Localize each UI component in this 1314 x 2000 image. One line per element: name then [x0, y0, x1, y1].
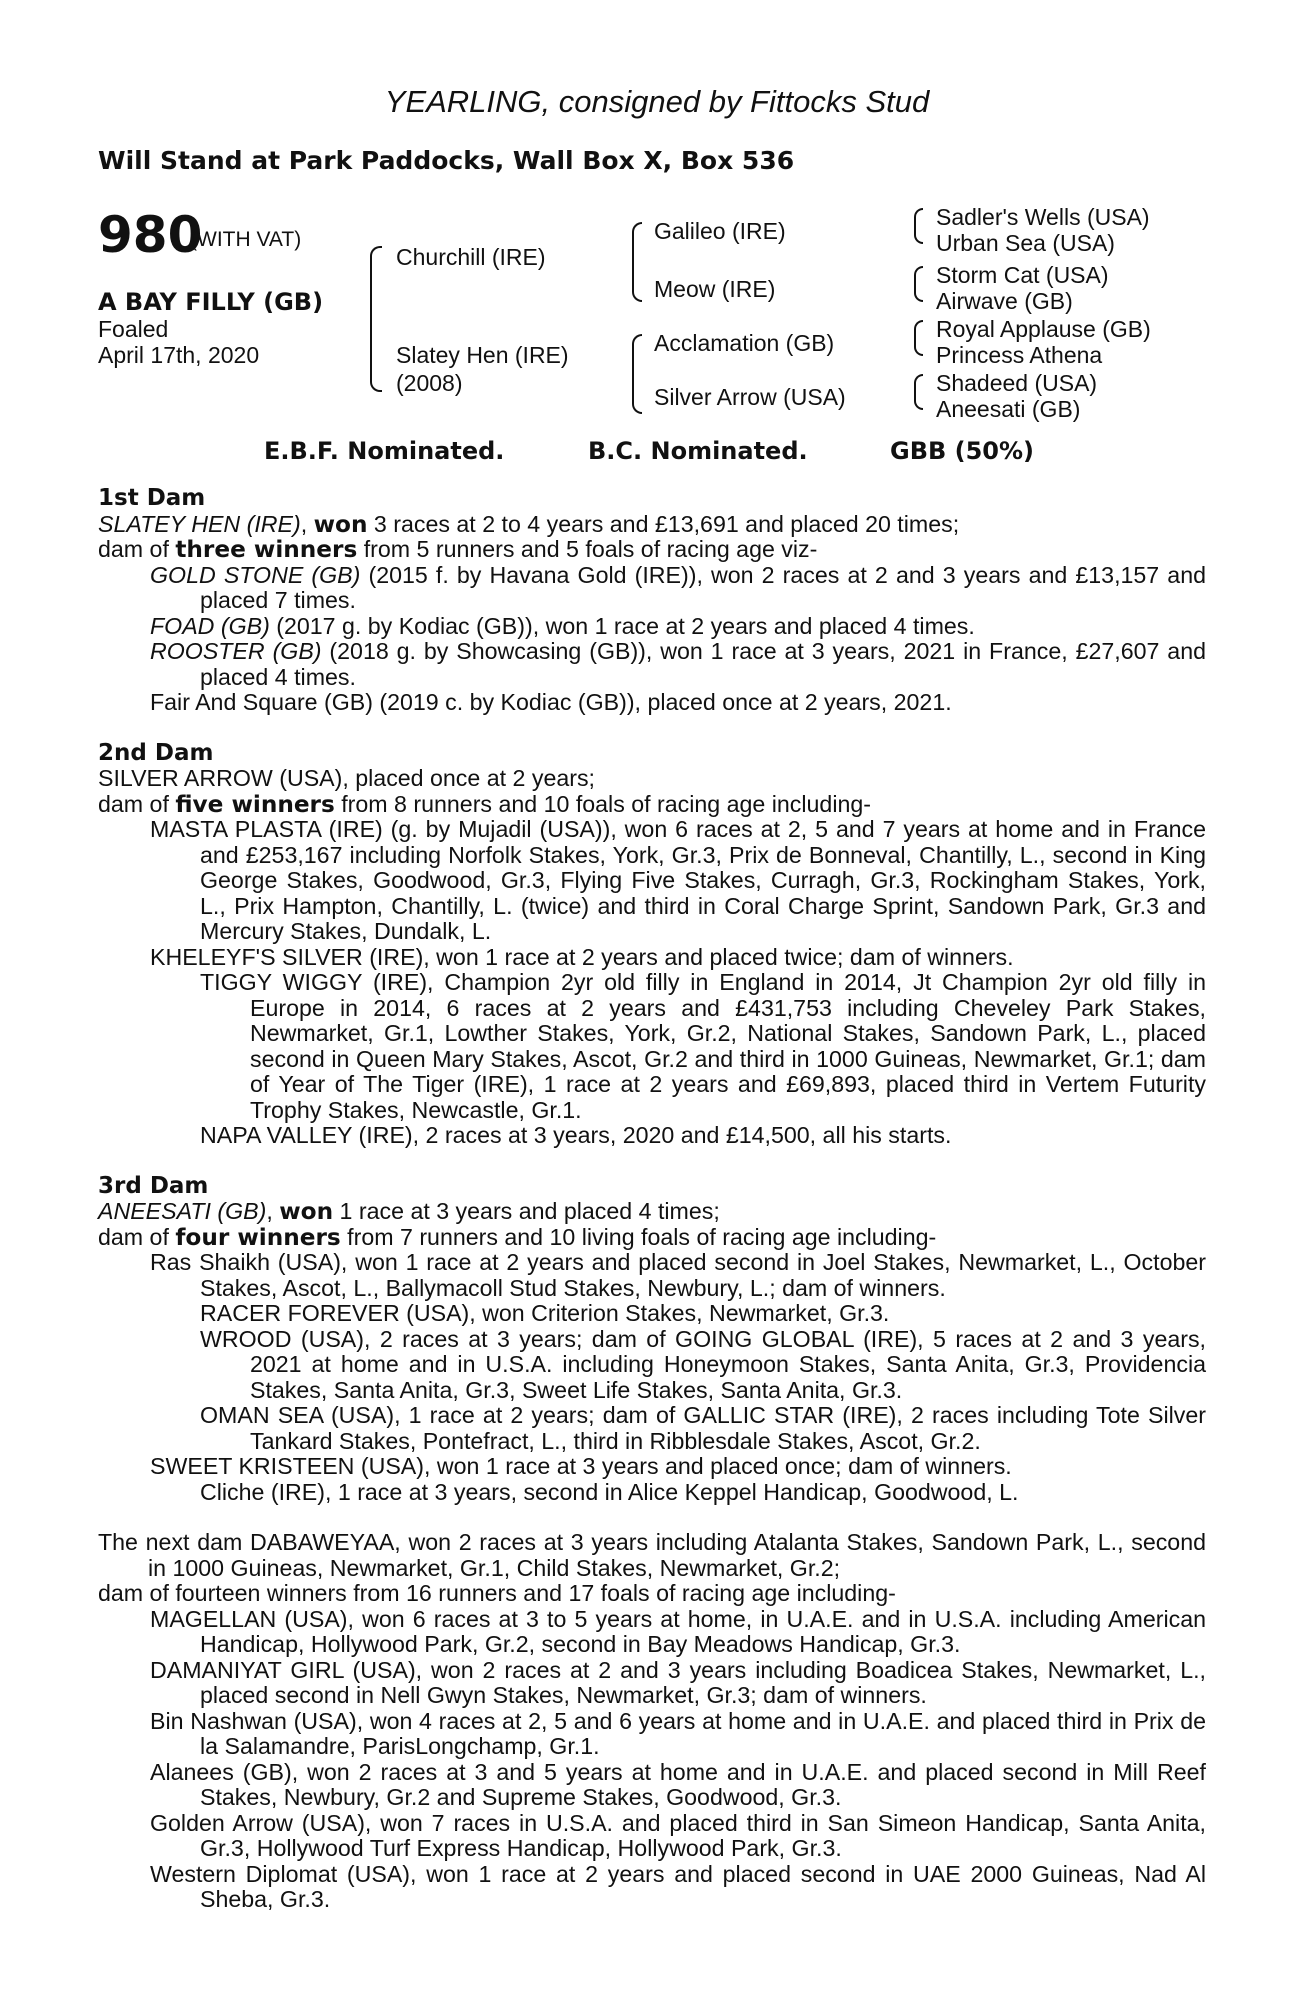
first-dam-produce-line: dam of three winners from 5 runners and 5 foals of racing age viz- — [98, 536, 818, 563]
pedigree-dam: Slatey Hen (IRE) — [396, 342, 569, 368]
next-dam-produce-line: dam of fourteen winners from 16 runners and 17 foals of racing age including- — [98, 1580, 896, 1606]
pedigree-g4: Airwave (GB) — [936, 288, 1073, 314]
pedigree-brace — [370, 246, 382, 392]
third-dam-produce-line: dam of four winners from 7 runners and 10 living foals of racing age including- — [98, 1223, 937, 1251]
pedigree-g1: Sadler's Wells (USA) — [936, 204, 1150, 230]
pedigree-sire: Churchill (IRE) — [396, 244, 546, 270]
produce-entry: Alanees (GB), won 2 races at 3 and 5 years at home and in U.A.E. and placed second in Mill Reef Stakes, Newbury, Gr.2 and Supreme Stakes, Goodwood, Gr.3. — [150, 1758, 1206, 1810]
produce-entry: NAPA VALLEY (IRE), 2 races at 3 years, 2020 and £14,500, all his starts. — [200, 1122, 952, 1148]
ebf-nominated: E.B.F. Nominated. — [264, 437, 505, 465]
produce-entry: FOAD (GB) (2017 g. by Kodiac (GB)), won 1 race at 2 years and placed 4 times. — [150, 612, 975, 639]
produce-entry: RACER FOREVER (USA), won Criterion Stakes, Newmarket, Gr.3. — [200, 1300, 890, 1326]
second-dam-line: SILVER ARROW (USA), placed once at 2 years; — [98, 765, 596, 791]
produce-entry: ROOSTER (GB) (2018 g. by Showcasing (GB)), won 1 race at 3 years, 2021 in France, £27,607 and placed 4 times. — [150, 638, 1206, 690]
second-dam-produce-line: dam of five winners from 8 runners and 10 foals of racing age including- — [98, 790, 871, 818]
foaled-date: April 17th, 2020 — [98, 342, 260, 368]
next-dam-line: The next dam DABAWEYAA, won 2 races at 3 years including Atalanta Stakes, Sandown Park, L., second in 1000 Guineas, Newmarket, Gr.1, Child Stakes, Newmarket, Gr.2; — [98, 1529, 1206, 1581]
pedigree-brace — [914, 320, 923, 356]
pedigree-brace — [632, 334, 642, 414]
produce-entry: WROOD (USA), 2 races at 3 years; dam of GOING GLOBAL (IRE), 5 races at 2 and 3 years, 2021 at home and in U.S.A. including Honeymoon Stakes, Santa Anita, Gr.3, Providencia Stakes, Santa Anita, Gr.3, Sweet Life Stakes, Santa Anita, Gr.3. — [200, 1325, 1206, 1403]
pedigree-dam-sire: Acclamation (GB) — [654, 330, 835, 356]
produce-record — [98, 486, 1206, 1913]
pedigree-brace — [914, 266, 923, 302]
pedigree-sire-sire: Galileo (IRE) — [654, 218, 786, 244]
produce-entry: Western Diplomat (USA), won 1 race at 2 years and placed second in UAE 2000 Guineas, Nad Al Sheba, Gr.3. — [150, 1860, 1206, 1912]
produce-entry: MASTA PLASTA (IRE) (g. by Mujadil (USA)), won 6 races at 2, 5 and 7 years at home and in France and £253,167 including Norfolk Stakes, York, Gr.3, Prix de Bonneval, Chantilly, L., second in King George Stakes, Goodwood, Gr.3, Flying Five Stakes, Curragh, Gr.3, Rockingham Stakes, York, L., Prix Hampton, Chantilly, L. (twice) and third in Coral Charge Sprint, Sandown Park, Gr.3 and Mercury Stakes, Dundalk, L. — [150, 816, 1206, 944]
pedigree-brace — [914, 208, 923, 244]
produce-entry: OMAN SEA (USA), 1 race at 2 years; dam of GALLIC STAR (IRE), 2 races including Tote Silver Tankard Stakes, Pontefract, L., third in Ribblesdale Stakes, Ascot, Gr.2. — [200, 1402, 1206, 1454]
produce-entry: Ras Shaikh (USA), won 1 race at 2 years and placed second in Joel Stakes, Newmarket, L., October Stakes, Ascot, L., Ballymacoll Stud Stakes, Newbury, L.; dam of winners. — [150, 1249, 1206, 1301]
gbb-status: GBB (50%) — [890, 437, 1035, 465]
produce-entry: Bin Nashwan (USA), won 4 races at 2, 5 and 6 years at home and in U.A.E. and placed third in Prix de la Salamandre, ParisLongchamp, Gr.1. — [150, 1707, 1206, 1759]
pedigree-g5: Royal Applause (GB) — [936, 316, 1151, 342]
produce-entry: MAGELLAN (USA), won 6 races at 3 to 5 years at home, in U.A.E. and in U.S.A. including American Handicap, Hollywood Park, Gr.2, second in Bay Meadows Handicap, Gr.3. — [150, 1605, 1206, 1657]
page-title: YEARLING, consigned by Fittocks Stud — [384, 84, 930, 119]
produce-entry: KHELEYF'S SILVER (IRE), won 1 race at 2 years and placed twice; dam of winners. — [150, 943, 1014, 970]
lot-name: A BAY FILLY (GB) — [98, 288, 324, 316]
produce-entry: Golden Arrow (USA), won 7 races in U.S.A. and placed third in San Simeon Handicap, Santa Anita, Gr.3, Hollywood Turf Express Handicap, Hollywood Park, Gr.3. — [150, 1809, 1206, 1861]
pedigree-g8: Aneesati (GB) — [936, 396, 1081, 422]
produce-entry: DAMANIYAT GIRL (USA), won 2 races at 2 and 3 years including Boadicea Stakes, Newmarket, L., placed second in Nell Gwyn Stakes, Newmarket, Gr.3; dam of winners. — [150, 1656, 1206, 1708]
produce-entry: TIGGY WIGGY (IRE), Champion 2yr old filly in England in 2014, Jt Champion 2yr old filly in Europe in 2014, 6 races at 2 years and £431,753 including Cheveley Park Stakes, Newmarket, Gr.1, Lowther Stakes, York, Gr.2, National Stakes, Sandown Park, L., placed second in Queen Mary Stakes, Ascot, Gr.2 and third in 1000 Guineas, Newmarket, Gr.1; dam of Year of The Tiger (IRE), 1 race at 2 years and £69,893, placed third in Vertem Futurity Trophy Stakes, Newcastle, Gr.1. — [200, 969, 1206, 1123]
pedigree-brace — [632, 222, 642, 302]
vat-note: (WITH VAT) — [190, 228, 302, 251]
produce-entry: SWEET KRISTEEN (USA), won 1 race at 3 years and placed once; dam of winners. — [150, 1453, 1012, 1479]
pedigree-g2: Urban Sea (USA) — [936, 230, 1115, 256]
produce-entry: Fair And Square (GB) (2019 c. by Kodiac (GB)), placed once at 2 years, 2021. — [150, 689, 952, 715]
first-dam-line: SLATEY HEN (IRE), won 3 races at 2 to 4 years and £13,691 and placed 20 times; — [98, 510, 960, 538]
pedigree-g6: Princess Athena — [936, 342, 1103, 368]
pedigree-g3: Storm Cat (USA) — [936, 262, 1109, 288]
produce-entry: GOLD STONE (GB) (2015 f. by Havana Gold (IRE)), won 2 races at 2 and 3 years and £13,157 and placed 7 times. — [150, 561, 1206, 613]
pedigree-dam-dam: Silver Arrow (USA) — [654, 384, 846, 410]
bc-nominated: B.C. Nominated. — [588, 437, 808, 465]
stand-location: Will Stand at Park Paddocks, Wall Box X, Box 536 — [98, 146, 795, 175]
section-heading: 3rd Dam — [98, 1172, 209, 1199]
lot-price: 980 — [98, 206, 203, 264]
section-heading: 1st Dam — [98, 485, 206, 511]
pedigree-dam-year: (2008) — [396, 370, 463, 396]
third-dam-line: ANEESATI (GB), won 1 race at 3 years and placed 4 times; — [98, 1198, 720, 1225]
section-heading: 2nd Dam — [98, 739, 214, 766]
produce-entry: Cliche (IRE), 1 race at 3 years, second in Alice Keppel Handicap, Goodwood, L. — [200, 1478, 1019, 1505]
pedigree-brace — [914, 374, 923, 410]
pedigree-g7: Shadeed (USA) — [936, 370, 1098, 396]
foaled-label: Foaled — [98, 316, 169, 342]
pedigree-sire-dam: Meow (IRE) — [654, 276, 776, 302]
